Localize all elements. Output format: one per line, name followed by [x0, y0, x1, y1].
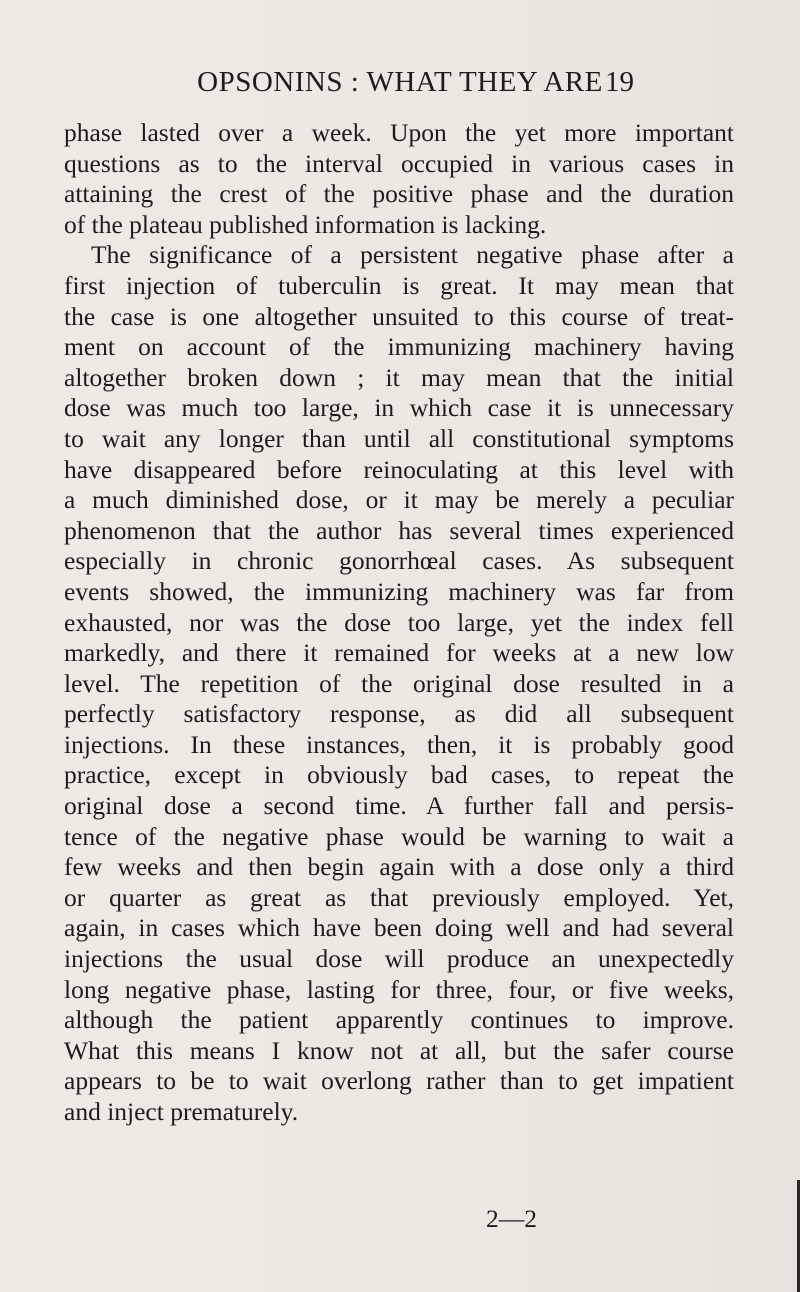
text-line: perfectly satisfactory response, as did all subsequent: [64, 699, 734, 729]
text-line: events showed, the immunizing machinery was far from: [64, 576, 734, 606]
text-line: phenomenon that the author has several times experienced: [64, 515, 734, 545]
text-line: especially in chronic gonorrhœal cases. As subsequent: [64, 546, 734, 576]
running-head: OPSONINS : WHAT THEY ARE: [197, 66, 603, 98]
text-line: to wait any longer than until all constitutional symptoms: [64, 423, 734, 453]
text-line: original dose a second time. A further fall and persis-: [64, 791, 734, 821]
text-line: or quarter as great as that previously employed. Yet,: [64, 882, 734, 912]
text-line: first injection of tuberculin is great. It may mean that: [64, 270, 734, 300]
page-header: [0, 60, 800, 104]
printer-signature: 2—2: [486, 1204, 537, 1233]
paragraph-start-line: The significance of a persistent negative phase after a: [91, 240, 734, 270]
text-line: of the plateau published information is lacking.: [64, 209, 547, 239]
text-line: What this means I know not at all, but the safer course: [64, 1035, 734, 1065]
text-line: the case is one altogether unsuited to this course of treat-: [64, 301, 734, 331]
page-number: 19: [605, 66, 634, 98]
text-line: appears to be to wait overlong rather than to get impatient: [64, 1066, 734, 1096]
text-line: although the patient apparently continues to improve.: [64, 1005, 734, 1035]
text-line: injections. In these instances, then, it is probably good: [64, 729, 734, 759]
text-line: altogether broken down ; it may mean that the initial: [64, 362, 734, 392]
text-line: practice, except in obviously bad cases, to repeat the: [64, 760, 734, 790]
text-line: few weeks and then begin again with a dose only a third: [64, 852, 734, 882]
text-line: and inject prematurely.: [64, 1097, 299, 1126]
text-line: have disappeared before reinoculating at this level with: [64, 454, 734, 484]
text-line: exhausted, nor was the dose too large, yet the index fell: [64, 607, 734, 637]
text-line: markedly, and there it remained for weeks at a new low: [64, 638, 734, 668]
text-line: dose was much too large, in which case it is unnecessary: [64, 393, 734, 423]
text-line: attaining the crest of the positive phase and the duration: [64, 179, 734, 209]
text-line: phase lasted over a week. Upon the yet more important: [64, 118, 734, 147]
text-line: ment on account of the immunizing machinery having: [64, 332, 734, 362]
text-line: level. The repetition of the original dose resulted in a: [64, 668, 734, 698]
text-line: a much diminished dose, or it may be merely a peculiar: [64, 485, 734, 515]
text-line: tence of the negative phase would be warning to wait a: [64, 821, 734, 851]
text-line: questions as to the interval occupied in various cases in: [64, 148, 734, 178]
text-line: again, in cases which have been doing well and had several: [64, 913, 734, 943]
text-line: long negative phase, lasting for three, four, or five weeks,: [64, 974, 734, 1004]
body-text: [64, 118, 734, 1128]
text-line: injections the usual dose will produce an unexpectedly: [64, 944, 734, 974]
